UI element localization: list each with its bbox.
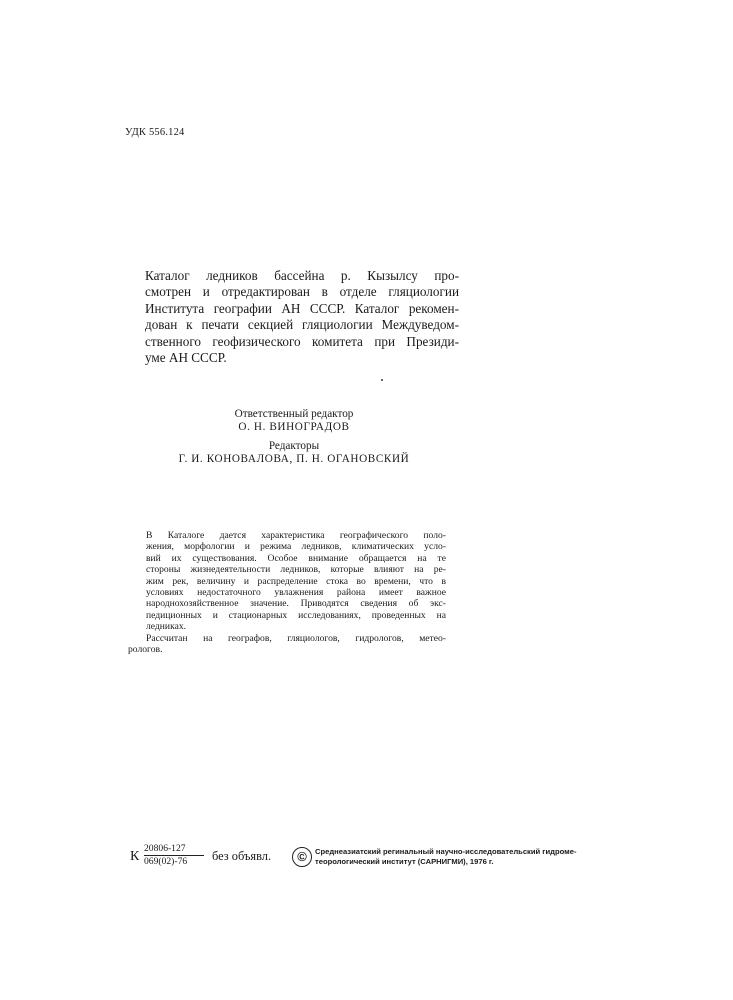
intro-paragraph <box>128 268 459 366</box>
intro-line: Института географии АН СССР. Каталог рекомен- <box>145 300 459 316</box>
abstract <box>128 530 446 655</box>
responsible-editor-name: О. Н. ВИНОГРАДОВ <box>238 421 350 433</box>
responsible-editor-title: Ответственный редактор <box>234 408 354 420</box>
publisher-line: теорологический институт (САРНИГМИ), 1976 г. <box>315 857 494 866</box>
intro-line: дован к печати секцией гляциологии Междуведом- <box>145 317 459 333</box>
abstract-line: стороны жизнедеятельности ледников, которые влияют на ре- <box>146 564 446 576</box>
publisher-credit <box>315 847 615 867</box>
copyright-icon: © <box>292 847 312 867</box>
intro-line: уме АН СССР. <box>145 350 227 366</box>
udc-code: УДК 556.124 <box>125 127 185 138</box>
audience-line: рологов. <box>128 644 163 656</box>
abstract-line: народнохозяйственное значение. Приводятся сведения об экс- <box>146 598 446 610</box>
abstract-line: ледниках. <box>146 621 187 633</box>
abstract-line: жения, морфологии и режима ледников, климатических усло- <box>146 541 446 553</box>
index-letter: К <box>130 849 140 864</box>
intro-line: ственного геофизического комитета при Президи- <box>145 333 459 349</box>
audience-line: Рассчитан на географов, гляциологов, гидрологов, метео- <box>146 632 446 644</box>
editors-title: Редакторы <box>268 440 320 452</box>
no-announcement-note: без объявл. <box>212 849 272 863</box>
abstract-line: жим рек, величину и распределение стока во времени, что в <box>146 575 446 587</box>
responsible-editor <box>128 408 460 434</box>
abstract-line: В Каталоге дается характеристика географического поло- <box>146 530 446 541</box>
abstract-line: условиях недостаточного увлажнения района имеет важное <box>146 587 446 599</box>
index-numerator: 20806-127 <box>144 843 186 854</box>
publisher-line: Среднеазиатский регинальный научно-исследовательский гидроме- <box>315 847 577 856</box>
stray-dot <box>381 379 383 381</box>
editors <box>128 440 460 466</box>
editors-names: Г. И. КОНОВАЛОВА, П. Н. ОГАНОВСКИЙ <box>178 453 410 465</box>
index-denominator: 069(02)-76 <box>144 856 188 867</box>
editors-block <box>128 408 460 466</box>
intro-line: смотрен и отредактирован в отделе гляциологии <box>145 284 459 300</box>
intro-line: Каталог ледников бассейна р. Кызылсу про- <box>145 268 459 283</box>
abstract-line: вий их существования. Особое внимание обращается на те <box>146 552 446 564</box>
abstract-line: педиционных и стационарных исследованиях, проведенных на <box>146 609 446 621</box>
imprint-footer <box>132 845 612 875</box>
